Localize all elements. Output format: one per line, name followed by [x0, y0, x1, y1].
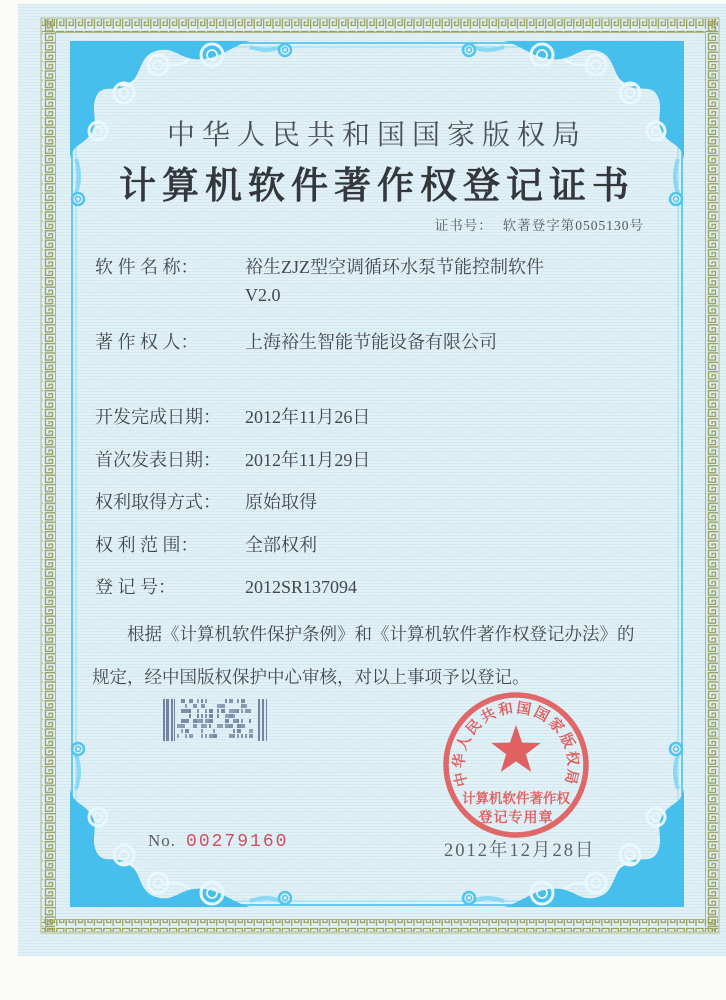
- seal-ring-text: 中华人民共和国国家版权局: [451, 700, 581, 788]
- field-value: 2012年11月29日: [245, 450, 371, 470]
- barcode-cell: [233, 714, 235, 718]
- barcode-cell: [189, 734, 193, 738]
- barcode-cell: [213, 729, 215, 733]
- certificate-number-line: [72, 214, 682, 234]
- barcode-cell: [181, 729, 183, 733]
- barcode-stop-pattern: [258, 699, 267, 741]
- barcode-cell: [201, 699, 203, 703]
- barcode-cell: [205, 709, 207, 713]
- barcode-cell: [225, 719, 229, 723]
- field-value: 2012SR137094: [245, 577, 358, 597]
- barcode-cell: [237, 719, 239, 723]
- field-label: 首次发表日期：: [95, 450, 221, 470]
- barcode-cell: [205, 724, 207, 728]
- barcode-cell: [185, 734, 187, 738]
- seal-text-line1: 计算机软件著作权: [462, 791, 570, 806]
- barcode-cell: [229, 724, 233, 728]
- field-rights-scope: [95, 531, 317, 559]
- barcode: [163, 699, 267, 741]
- field-label: 权利取得方式：: [95, 492, 221, 512]
- field-value: 2012年11月26日: [245, 407, 371, 427]
- barcode-cell: [181, 724, 185, 728]
- barcode-cell: [201, 734, 203, 738]
- field-label: 著 作 权 人：: [95, 332, 199, 352]
- certificate-title: 计算机软件著作权登记证书: [119, 166, 635, 207]
- software-name-line1: 裕生ZJZ型空调循环水泵节能控制软件: [245, 257, 544, 277]
- barcode-cell: [249, 729, 253, 733]
- barcode-cell: [237, 709, 239, 713]
- barcode-cell: [201, 714, 203, 718]
- barcode-cell: [177, 734, 179, 738]
- barcode-cell: [249, 719, 251, 723]
- barcode-cell: [245, 704, 247, 708]
- barcode-cell: [201, 729, 203, 733]
- statement-line1: 根据《计算机软件保护条例》和《计算机软件著作权登记办法》的: [127, 624, 635, 644]
- certificate-paper: [18, 4, 726, 956]
- barcode-cell: [241, 734, 243, 738]
- barcode-cell: [221, 724, 223, 728]
- field-software-name: [95, 253, 544, 309]
- field-label: 软 件 名 称：: [95, 257, 199, 277]
- barcode-cell: [225, 699, 227, 703]
- field-value: 上海裕生智能节能设备有限公司: [245, 332, 497, 352]
- barcode-cell: [249, 734, 253, 738]
- certificate-number-value: 软著登字第0505130号: [502, 218, 644, 233]
- barcode-cell: [209, 714, 213, 718]
- barcode-cell: [193, 724, 197, 728]
- issuing-authority-title: 中华人民共和国国家版权局: [166, 120, 587, 151]
- field-label: 开发完成日期：: [95, 407, 221, 427]
- barcode-cell: [237, 734, 239, 738]
- barcode-cell: [205, 699, 207, 703]
- field-label: 权 利 范 围：: [95, 535, 199, 555]
- seal-text-line2: 登记专用章: [478, 811, 554, 826]
- barcode-cell: [237, 729, 241, 733]
- certificate-content: [72, 43, 682, 905]
- barcode-cell: [197, 714, 199, 718]
- barcode-cell: [245, 734, 247, 738]
- barcode-cell: [229, 699, 233, 703]
- barcode-cell: [197, 699, 199, 703]
- barcode-cell: [201, 704, 205, 708]
- field-label: 登 记 号：: [95, 577, 176, 597]
- barcode-cell: [189, 714, 191, 718]
- barcode-cell: [241, 709, 243, 713]
- barcode-cell: [213, 734, 217, 738]
- field-copyright-owner: [95, 328, 497, 356]
- barcode-cell: [217, 709, 219, 713]
- serial-prefix: No.: [148, 831, 177, 850]
- barcode-cell: [249, 709, 251, 713]
- star-icon: [491, 725, 540, 772]
- barcode-cell: [181, 699, 185, 703]
- field-dev-complete-date: [95, 403, 370, 431]
- barcode-cell: [185, 729, 189, 733]
- barcode-cell: [193, 704, 197, 708]
- barcode-start-pattern: [163, 699, 175, 741]
- barcode-cell: [233, 734, 235, 738]
- barcode-cell: [209, 719, 213, 723]
- barcode-cell: [241, 719, 243, 723]
- field-rights-acquisition: [95, 488, 317, 516]
- barcode-cell: [197, 709, 199, 713]
- barcode-cell: [241, 699, 245, 703]
- barcode-cell: [189, 699, 193, 703]
- barcode-cell: [209, 709, 213, 713]
- serial-number: 00279160: [186, 832, 289, 852]
- issue-date: 2012年12月28日: [444, 841, 596, 861]
- field-value: 全部权利: [245, 535, 317, 555]
- barcode-cell: [241, 724, 245, 728]
- certificate-number-label: 证书号：: [434, 218, 493, 233]
- field-first-publish-date: [95, 446, 370, 474]
- barcode-cell: [233, 729, 235, 733]
- barcode-cell: [205, 734, 207, 738]
- barcode-cell: [185, 704, 187, 708]
- barcode-cell: [205, 714, 207, 718]
- field-registration-number: [95, 573, 357, 601]
- official-seal-stamp: [428, 677, 604, 853]
- barcode-cell: [237, 699, 239, 703]
- field-value: 原始取得: [245, 492, 317, 512]
- barcode-cell: [217, 714, 219, 718]
- barcode-cell: [201, 719, 203, 723]
- serial-number-line: [148, 831, 288, 852]
- barcode-cell: [209, 724, 211, 728]
- barcode-cell: [221, 704, 225, 708]
- barcode-cell: [189, 709, 191, 713]
- barcode-cell: [185, 719, 189, 723]
- barcode-data-region: [177, 699, 254, 741]
- field-value: [245, 253, 544, 309]
- statement-line2: 规定，经中国版权保护中心审核，对以上事项予以登记。: [92, 667, 530, 687]
- barcode-cell: [221, 709, 225, 713]
- software-version: V2.0: [245, 285, 281, 305]
